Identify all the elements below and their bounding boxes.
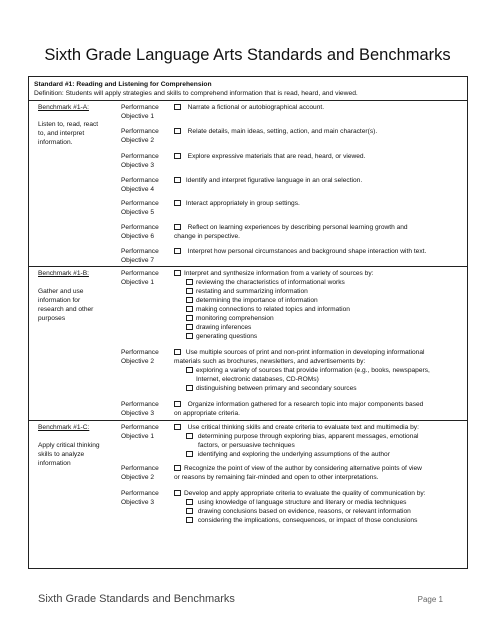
checkbox[interactable] xyxy=(186,508,193,515)
checkbox[interactable] xyxy=(186,324,193,331)
sub-item-text: determining purpose through exploring bias, apparent messages, emotional xyxy=(197,433,419,440)
sub-item xyxy=(186,384,357,393)
benchmark-title: Benchmark #1-A: xyxy=(38,104,89,111)
checkbox[interactable] xyxy=(186,517,193,524)
objective-item xyxy=(174,423,419,432)
benchmark-description-line: information xyxy=(38,460,71,467)
sub-item xyxy=(186,323,251,332)
objective-text-cont: change in perspective. xyxy=(174,233,240,240)
benchmark-description-line: skills to analyze xyxy=(38,451,85,458)
benchmark-description-line: information. xyxy=(38,139,73,146)
sub-item-text: identifying and exploring the underlying assumptions of the author xyxy=(197,451,390,458)
po-label: Performance xyxy=(121,270,159,277)
checkbox[interactable] xyxy=(174,224,181,231)
objective-text-cont: or reasons by remaining fair-minded and open to other interpretations. xyxy=(174,474,379,481)
objective-text-cont: materials such as brochures, newsletters, and advertisements by: xyxy=(174,358,366,365)
po-label: Performance xyxy=(121,153,159,160)
benchmark-title: Benchmark #1-C: xyxy=(38,424,90,431)
footer-title: Sixth Grade Standards and Benchmarks xyxy=(38,593,235,605)
sub-item xyxy=(186,296,318,305)
objective-text: Develop and apply appropriate criteria to evaluate the quality of communication by: xyxy=(184,490,426,497)
sub-item xyxy=(186,332,257,341)
divider xyxy=(28,100,468,101)
objective-item xyxy=(174,348,424,357)
sub-item xyxy=(186,287,308,296)
po-label: Performance xyxy=(121,465,159,472)
checkbox[interactable] xyxy=(186,385,193,392)
sub-item-text: distinguishing between primary and secondary sources xyxy=(196,385,357,392)
po-label: Performance xyxy=(121,177,159,184)
standard-header xyxy=(34,80,464,98)
objective-item xyxy=(174,400,423,409)
checkbox[interactable] xyxy=(186,288,193,295)
objective-text: Interpret how personal circumstances and background shape interaction with text. xyxy=(187,248,427,255)
po-number: Objective 4 xyxy=(121,186,154,193)
sub-item-text: determining the importance of information xyxy=(196,297,318,304)
sub-item xyxy=(186,432,419,441)
objective-text: Explore expressive materials that are read, heard, or viewed. xyxy=(187,153,366,160)
benchmark-description-line: Listen to, read, react xyxy=(38,121,99,128)
page-title: Sixth Grade Language Arts Standards and Benchmarks xyxy=(44,46,451,64)
po-number: Objective 1 xyxy=(121,279,154,286)
sub-item-text: using knowledge of language structure and literary or media techniques xyxy=(197,499,407,506)
objective-text: Interpret and synthesize information from a variety of sources by: xyxy=(184,270,374,277)
po-number: Objective 2 xyxy=(121,474,154,481)
sub-item xyxy=(186,507,411,516)
objective-item xyxy=(174,247,426,256)
objective-text: Organize information gathered for a research topic into major components based xyxy=(187,401,424,408)
standard-definition: Definition: Students will apply strategies and skills to comprehend information that is read, heard, and viewed. xyxy=(34,90,358,97)
divider xyxy=(28,420,468,421)
po-number: Objective 7 xyxy=(121,257,154,264)
checkbox[interactable] xyxy=(186,451,193,458)
benchmark-description-line: information for xyxy=(38,297,81,304)
sub-item-text-cont: factors, or persuasive techniques xyxy=(198,442,295,449)
objective-text: Interact appropriately in group settings. xyxy=(185,200,300,207)
benchmark-description-line: purposes xyxy=(38,315,66,322)
po-label: Performance xyxy=(121,490,159,497)
page-number: Page 1 xyxy=(417,595,443,604)
checkbox[interactable] xyxy=(174,104,181,111)
sub-item-text: monitoring comprehension xyxy=(196,315,274,322)
checkbox[interactable] xyxy=(174,248,181,255)
benchmark-description-line: Gather and use xyxy=(38,288,84,295)
objective-text: Use multiple sources of print and non-print information in developing informational xyxy=(185,349,425,356)
checkbox[interactable] xyxy=(174,177,181,184)
sub-item-text: restating and summarizing information xyxy=(196,288,308,295)
sub-item xyxy=(186,450,390,459)
checkbox[interactable] xyxy=(186,367,193,374)
checkbox[interactable] xyxy=(174,200,181,207)
sub-item xyxy=(186,278,345,287)
sub-item xyxy=(186,366,430,375)
checkbox[interactable] xyxy=(186,315,193,322)
objective-item xyxy=(174,103,324,112)
po-label: Performance xyxy=(121,424,159,431)
po-label: Performance xyxy=(121,224,159,231)
po-number: Objective 1 xyxy=(121,113,154,120)
po-label: Performance xyxy=(121,349,159,356)
sub-item xyxy=(186,516,417,525)
objective-item xyxy=(174,176,362,185)
objective-text-cont: on appropriate criteria. xyxy=(174,410,240,417)
objective-item xyxy=(174,464,422,473)
checkbox[interactable] xyxy=(186,499,193,506)
objective-item xyxy=(174,269,373,278)
objective-item xyxy=(174,127,377,136)
standard-heading: Standard #1: Reading and Listening for Comprehension xyxy=(34,81,212,88)
objective-text: Use critical thinking skills and create criteria to evaluate text and multimedia by: xyxy=(187,424,419,431)
po-number: Objective 6 xyxy=(121,233,154,240)
po-label: Performance xyxy=(121,128,159,135)
sub-item-text: making connections to related topics and information xyxy=(196,306,350,313)
checkbox[interactable] xyxy=(174,490,181,497)
objective-item xyxy=(174,152,365,161)
objective-text: Identify and interpret figurative language in an oral selection. xyxy=(185,177,363,184)
po-number: Objective 1 xyxy=(121,433,154,440)
benchmark-title: Benchmark #1-B: xyxy=(38,270,89,277)
benchmark-description-line: Apply critical thinking xyxy=(38,442,100,449)
sub-item-text: generating questions xyxy=(196,333,258,340)
checkbox[interactable] xyxy=(186,333,193,340)
checkbox[interactable] xyxy=(174,401,181,408)
objective-item xyxy=(174,223,408,232)
checkbox[interactable] xyxy=(174,349,181,356)
checkbox[interactable] xyxy=(186,297,193,304)
po-number: Objective 3 xyxy=(121,499,154,506)
sub-item xyxy=(186,498,406,507)
po-label: Performance xyxy=(121,248,159,255)
po-label: Performance xyxy=(121,401,159,408)
po-label: Performance xyxy=(121,200,159,207)
divider xyxy=(28,266,468,267)
benchmark-description-line: research and other xyxy=(38,306,94,313)
checkbox[interactable] xyxy=(174,424,181,431)
sub-item-text: drawing conclusions based on evidence, reasons, or relevant information xyxy=(197,508,411,515)
checkbox[interactable] xyxy=(174,128,181,135)
objective-item xyxy=(174,199,300,208)
sub-item-text: considering the implications, consequences, or impact of those conclusions xyxy=(197,517,418,524)
sub-item xyxy=(186,305,350,314)
sub-item-text: drawing inferences xyxy=(196,324,252,331)
po-number: Objective 3 xyxy=(121,162,154,169)
checkbox[interactable] xyxy=(174,270,181,277)
objective-text: Recognize the point of view of the author by considering alternative points of view xyxy=(184,465,422,472)
sub-item-text: reviewing the characteristics of informational works xyxy=(196,279,345,286)
objective-item xyxy=(174,489,426,498)
po-number: Objective 3 xyxy=(121,410,154,417)
checkbox[interactable] xyxy=(186,279,193,286)
checkbox[interactable] xyxy=(174,153,181,160)
checkbox[interactable] xyxy=(186,306,193,313)
sub-item-text-cont: Internet, electronic databases, CD-ROMs) xyxy=(196,376,319,383)
po-label: Performance xyxy=(121,104,159,111)
checkbox[interactable] xyxy=(186,433,193,440)
objective-text: Reflect on learning experiences by describing personal learning growth and xyxy=(187,224,408,231)
checkbox[interactable] xyxy=(174,465,181,472)
po-number: Objective 5 xyxy=(121,209,154,216)
objective-text: Relate details, main ideas, setting, action, and main character(s). xyxy=(187,128,378,135)
benchmark-description-line: to, and interpret xyxy=(38,130,85,137)
sub-item xyxy=(186,314,274,323)
objective-text: Narrate a fictional or autobiographical account. xyxy=(187,104,325,111)
po-number: Objective 2 xyxy=(121,358,154,365)
sub-item-text: exploring a variety of sources that provide information (e.g., books, newspapers, xyxy=(196,367,430,374)
po-number: Objective 2 xyxy=(121,137,154,144)
